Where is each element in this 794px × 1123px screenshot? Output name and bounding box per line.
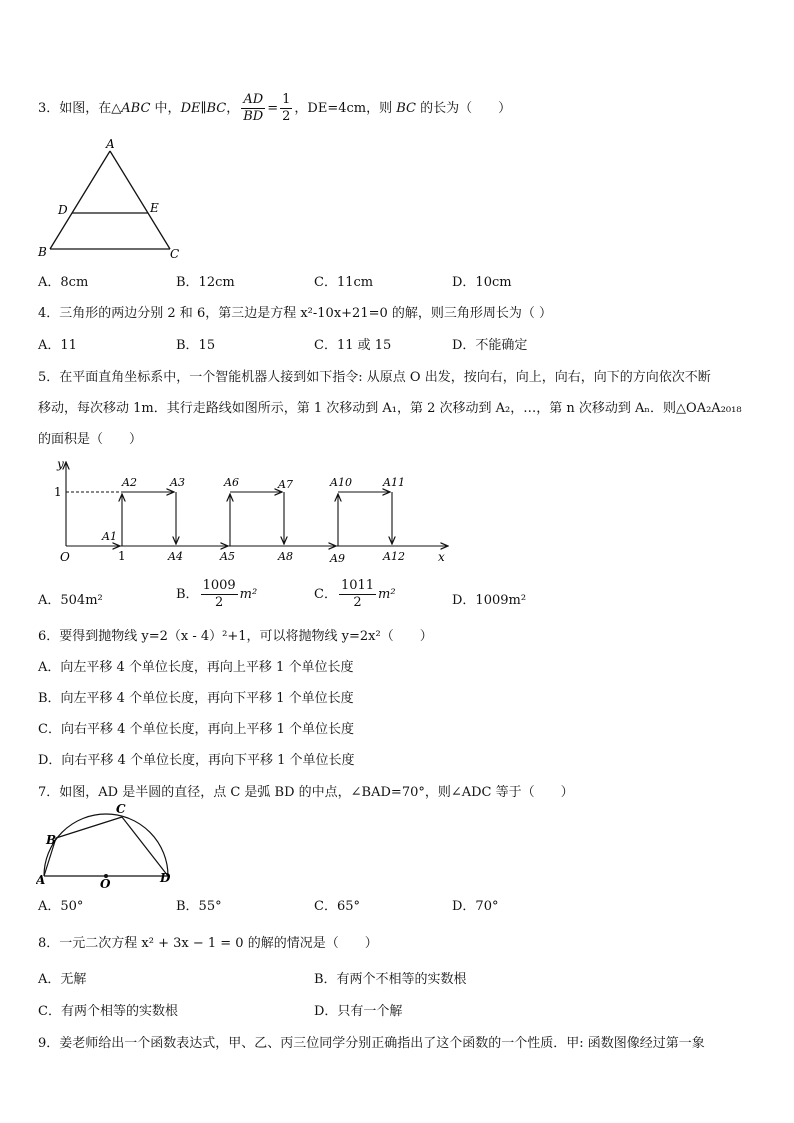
q3-option-b[interactable]: B．12cm bbox=[176, 275, 235, 290]
side-ab bbox=[50, 151, 110, 249]
q7-semicircle-figure bbox=[36, 800, 181, 888]
label-a4: A4 bbox=[168, 550, 183, 563]
q5-option-c-fraction bbox=[339, 578, 376, 611]
q6-option-d[interactable]: D．向右平移 4 个单位长度，再向下平移 1 个单位长度 bbox=[38, 753, 355, 768]
label-c: C bbox=[170, 247, 180, 261]
fraction-numerator: 1011 bbox=[340, 578, 375, 593]
q4-option-d[interactable]: D．不能确定 bbox=[452, 338, 528, 353]
question-3-stem bbox=[38, 92, 511, 125]
q7-option-b[interactable]: B．55° bbox=[176, 899, 222, 914]
label-a9: A9 bbox=[330, 552, 345, 565]
semicircle-arc bbox=[44, 814, 168, 876]
label-a7: A7 bbox=[278, 478, 293, 491]
question-5-stem-line1: 5．在平面直角坐标系中，一个智能机器人接到如下指令: 从原点 O 出发，按向右，向上，向右，向下的方向依次不断 bbox=[38, 370, 711, 385]
q5-option-b-fraction bbox=[201, 578, 238, 611]
q6-option-b[interactable]: B．向左平移 4 个单位长度，再向下平移 1 个单位长度 bbox=[38, 691, 354, 706]
label-x-one: 1 bbox=[118, 549, 126, 563]
fraction-numerator: 1009 bbox=[202, 578, 236, 593]
label-a12: A12 bbox=[383, 550, 405, 563]
label-a6: A6 bbox=[224, 476, 239, 489]
q3-text: ，DE=4cm，则 bbox=[294, 101, 397, 116]
q3-option-a[interactable]: A．8cm bbox=[38, 275, 89, 290]
q5-option-a[interactable]: A．504m² bbox=[38, 593, 103, 608]
label-y-one: 1 bbox=[54, 485, 62, 499]
q3-text: 的长为（ ） bbox=[416, 101, 512, 116]
question-5-stem-line3: 的面积是（ ） bbox=[38, 432, 143, 447]
label-d: D bbox=[58, 203, 68, 217]
label-d: D bbox=[160, 871, 171, 885]
q7-option-d[interactable]: D．70° bbox=[452, 899, 499, 914]
label-a: A bbox=[36, 873, 46, 887]
q4-option-c[interactable]: C．11 或 15 bbox=[314, 338, 392, 353]
q6-option-c[interactable]: C．向右平移 4 个单位长度，再向上平移 1 个单位长度 bbox=[38, 722, 355, 737]
question-4-stem: 4．三角形的两边分别 2 和 6，第三边是方程 x²-10x+21=0 的解，则三角形周长为（ ） bbox=[38, 306, 553, 321]
q6-option-a[interactable]: A．向左平移 4 个单位长度，再向上平移 1 个单位长度 bbox=[38, 660, 354, 675]
q5-robot-path-figure bbox=[38, 458, 458, 570]
q3-text: ， bbox=[226, 101, 240, 116]
fraction-denominator: 2 bbox=[353, 595, 362, 610]
q4-option-a[interactable]: A．11 bbox=[38, 338, 77, 353]
label-a: A bbox=[106, 137, 115, 151]
label-a8: A8 bbox=[278, 550, 293, 563]
label-x-axis: x bbox=[438, 550, 445, 564]
fraction-denominator: BD bbox=[243, 109, 264, 124]
question-6-stem: 6．要得到抛物线 y=2（x - 4）²+1，可以将抛物线 y=2x²（ ） bbox=[38, 629, 433, 644]
option-label: B． bbox=[176, 587, 199, 602]
question-8-stem: 8．一元二次方程 x² + 3x − 1 = 0 的解的情况是（ ） bbox=[38, 936, 378, 951]
fraction-numerator: AD bbox=[243, 92, 264, 107]
label-a5: A5 bbox=[220, 550, 235, 563]
q3-text: 中， bbox=[150, 101, 181, 116]
q3-half-fraction bbox=[280, 92, 292, 125]
label-a10: A10 bbox=[330, 476, 352, 489]
q3-eq: = bbox=[267, 101, 279, 116]
chord-bc bbox=[56, 817, 122, 838]
q3-option-d[interactable]: D．10cm bbox=[452, 275, 512, 290]
label-e: E bbox=[150, 201, 159, 215]
label-origin: O bbox=[60, 550, 70, 564]
q5-option-d[interactable]: D．1009m² bbox=[452, 593, 527, 608]
fraction-numerator: 1 bbox=[282, 92, 291, 107]
fraction-denominator: 2 bbox=[214, 595, 224, 610]
q8-option-d[interactable]: D．只有一个解 bbox=[314, 1004, 403, 1019]
q3-bc: BC bbox=[396, 101, 416, 116]
option-label: C． bbox=[314, 587, 337, 602]
label-b: B bbox=[38, 245, 47, 259]
label-c: C bbox=[116, 802, 126, 816]
label-a3: A3 bbox=[170, 476, 185, 489]
q3-abc: ABC bbox=[121, 101, 151, 116]
q3-de-bc: DE∥BC bbox=[180, 101, 227, 116]
label-y-axis: y bbox=[57, 458, 64, 471]
q3-ratio-fraction bbox=[241, 92, 265, 125]
option-unit: m² bbox=[239, 587, 258, 602]
label-b: B bbox=[46, 833, 57, 847]
q3-text: 3．如图，在△ bbox=[38, 101, 122, 116]
side-ac bbox=[110, 151, 170, 249]
label-o: O bbox=[100, 877, 111, 888]
q8-option-c[interactable]: C．有两个相等的实数根 bbox=[38, 1004, 178, 1019]
q3-option-c[interactable]: C．11cm bbox=[314, 275, 374, 290]
option-unit: m² bbox=[378, 587, 396, 602]
q7-option-a[interactable]: A．50° bbox=[38, 899, 84, 914]
label-a2: A2 bbox=[122, 476, 137, 489]
q4-option-b[interactable]: B．15 bbox=[176, 338, 216, 353]
q8-option-b[interactable]: B．有两个不相等的实数根 bbox=[314, 972, 467, 987]
q7-option-c[interactable]: C．65° bbox=[314, 899, 360, 914]
question-7-stem: 7．如图，AD 是半圆的直径，点 C 是弧 BD 的中点，∠BAD=70°，则∠ADC 等于（ ） bbox=[38, 785, 574, 800]
label-a11: A11 bbox=[383, 476, 405, 489]
fraction-denominator: 2 bbox=[282, 109, 291, 124]
q5-option-b[interactable] bbox=[176, 578, 257, 611]
question-5-stem-line2: 移动，每次移动 1m．其行走路线如图所示，第 1 次移动到 A₁，第 2 次移动到 A₂，…，第 n 次移动到 Aₙ．则△OA₂A₂₀₁₈ bbox=[38, 401, 742, 416]
q5-option-c[interactable] bbox=[314, 578, 396, 611]
question-9-stem: 9．姜老师给出一个函数表达式，甲、乙、丙三位同学分别正确指出了这个函数的一个性质．甲: 函数图像经过第一象 bbox=[38, 1036, 705, 1051]
label-a1: A1 bbox=[102, 530, 117, 543]
q8-option-a[interactable]: A．无解 bbox=[38, 972, 87, 987]
q3-triangle-figure bbox=[30, 136, 190, 266]
